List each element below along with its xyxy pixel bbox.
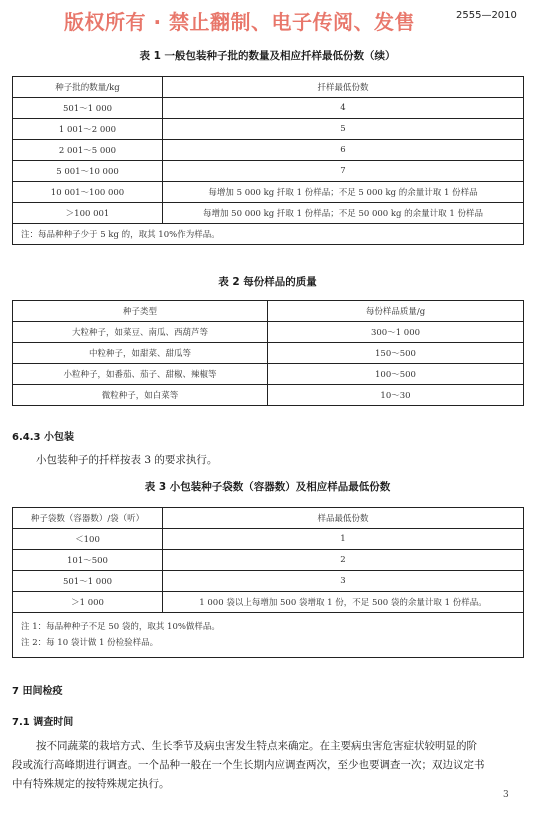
table-header-cell: 种子批的数量/kg [13,77,163,98]
table-note-row [13,613,524,658]
table-row [13,203,524,224]
table-cell: 1 000 袋以上每增加 500 袋增取 1 份，不足 500 袋的余量计取 1 份样品。 [163,592,524,613]
table-cell: 中粒种子，如甜菜、甜瓜等 [13,343,268,364]
table-cell: 每增加 50 000 kg 扦取 1 份样品；不足 50 000 kg 的余量计取 1 份样品 [163,203,524,224]
table-row [13,550,524,571]
table-note: 注：每品种种子少于 5 kg 的，取其 10%作为样品。 [13,224,524,245]
table-header-cell: 扦样最低份数 [163,77,524,98]
section-paragraph: 小包装种子的扦样按表 3 的要求执行。 [36,454,218,466]
page-number: 3 [503,790,509,800]
paragraph-line: 中有特殊规定的按特殊规定执行。 [12,778,170,790]
table-header-cell: 每份样品质量/g [268,301,524,322]
table-row [13,98,524,119]
table-cell: 300～1 000 [268,322,524,343]
table3 [12,507,524,658]
table1 [12,76,524,245]
table-cell: 微粒种子，如白菜等 [13,385,268,406]
table-note-row [13,224,524,245]
table-row [13,385,524,406]
paragraph-line: 段或流行高峰期进行调查。一个品种一般在一个生长期内应调查两次，至少也要调查一次；双边议定书 [12,759,485,771]
table-notes [13,613,524,658]
table-cell: 10～30 [268,385,524,406]
table-cell: 每增加 5 000 kg 扦取 1 份样品；不足 5 000 kg 的余量计取 1 份样品 [163,182,524,203]
table-header-row [13,508,524,529]
table-cell: 6 [163,140,524,161]
table-cell: 5 [163,119,524,140]
table-row [13,182,524,203]
table-cell: 4 [163,98,524,119]
standard-number: 2555—2010 [456,10,517,21]
table-cell: ＜100 [13,529,163,550]
table-cell: ＞100 001 [13,203,163,224]
table-cell: 150～500 [268,343,524,364]
table-row [13,140,524,161]
table-row [13,592,524,613]
table-cell: 10 001～100 000 [13,182,163,203]
table-header-cell: 种子袋数（容器数）/袋（听） [13,508,163,529]
table-row [13,571,524,592]
table2-caption: 表 2 每份样品的质量 [218,276,317,288]
table-cell: 100～500 [268,364,524,385]
section-heading-7-1: 7.1 调查时间 [12,717,74,728]
section-heading-6-4-3: 6.4.3 小包装 [12,432,74,443]
table-row [13,322,524,343]
table-cell: 3 [163,571,524,592]
table-cell: 1 001～2 000 [13,119,163,140]
table-header-row [13,301,524,322]
paragraph-line: 按不同蔬菜的栽培方式、生长季节及病虫害发生特点来确定。在主要病虫害危害症状较明显的阶 [36,740,477,752]
table-note: 注 1：每品种种子不足 50 袋的，取其 10%做样品。 [21,622,220,632]
table2 [12,300,524,406]
table-note: 注 2：每 10 袋计做 1 份检验样品。 [21,638,159,648]
table-row [13,364,524,385]
table-header-row [13,77,524,98]
table-cell: ＞1 000 [13,592,163,613]
table-cell: 101～500 [13,550,163,571]
table-cell: 小粒种子，如番茄、茄子、甜椒、辣椒等 [13,364,268,385]
table-row [13,119,524,140]
table-cell: 7 [163,161,524,182]
table3-caption: 表 3 小包装种子袋数（容器数）及相应样品最低份数 [144,481,391,493]
watermark: 版权所有 · 禁止翻制、电子传阅、发售 [64,10,416,34]
table-row [13,343,524,364]
table-row [13,161,524,182]
table-header-cell: 样品最低份数 [163,508,524,529]
table-cell: 5 001～10 000 [13,161,163,182]
table1-caption: 表 1 一般包装种子批的数量及相应扦样最低份数（续） [139,50,396,62]
table-cell: 2 [163,550,524,571]
section-heading-7: 7 田间检疫 [12,686,63,697]
table-cell: 501～1 000 [13,571,163,592]
table-row [13,529,524,550]
table-cell: 1 [163,529,524,550]
table-cell: 大粒种子，如菜豆、南瓜、西葫芦等 [13,322,268,343]
table-header-cell: 种子类型 [13,301,268,322]
table-cell: 2 001～5 000 [13,140,163,161]
table-cell: 501～1 000 [13,98,163,119]
